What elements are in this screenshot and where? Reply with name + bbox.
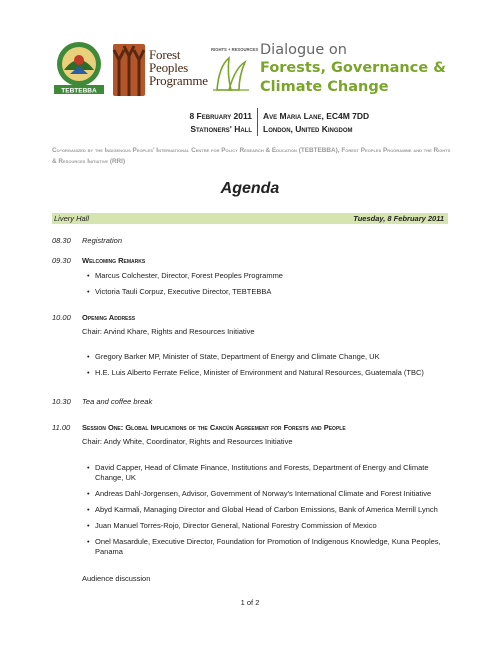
bullet-icon: • [87, 287, 90, 296]
speaker: Andreas Dahl-Jorgensen, Advisor, Government of Norway's International Climate and Forest Initiative [95, 489, 432, 498]
bullet-icon: • [87, 537, 90, 546]
item-time: 08.30 [52, 236, 71, 245]
item-chair: Chair: Arvind Khare, Rights and Resources Initiative [82, 327, 255, 336]
speaker: Juan Manuel Torres-Rojo, Director General, National Forestry Commission of Mexico [95, 521, 377, 530]
day-label: Tuesday, 8 February 2011 [353, 214, 444, 223]
rri-label: RIGHTS + RESOURCES [211, 47, 259, 52]
tebtebba-label: TEBTEBBA [61, 87, 97, 95]
title-line3: Climate Change [260, 79, 389, 95]
item-title: Tea and coffee break [82, 397, 153, 406]
speaker: Marcus Colchester, Director, Forest Peoples Programme [95, 271, 283, 280]
fpp-logo [111, 42, 208, 98]
date-venue [150, 110, 252, 136]
divider [257, 108, 258, 136]
fpp-line1: Forest [149, 47, 181, 62]
address [263, 110, 369, 136]
location-label: Livery Hall [54, 214, 90, 223]
item-title: Registration [82, 236, 123, 245]
page-number: 1 of 2 [240, 598, 260, 607]
speaker: Victoria Tauli Corpuz, Executive Director, TEBTEBBA [95, 287, 272, 296]
item-title: Opening Address [82, 313, 136, 322]
fpp-line3: Programme [149, 73, 208, 88]
speaker: H.E. Luis Alberto Ferrate Felice, Minister of Environment and Natural Resources, Guatemala (TBC) [95, 368, 424, 377]
agenda-title: Agenda [220, 180, 280, 197]
bullet-icon: • [87, 271, 90, 280]
bullet-icon: • [87, 463, 90, 472]
item-time: 11.00 [52, 423, 71, 432]
bullet-icon: • [87, 521, 90, 530]
tree-icon [111, 42, 147, 98]
bullet-icon: • [87, 352, 90, 361]
title-line2: Forests, Governance & [260, 60, 446, 76]
bullet-icon: • [87, 505, 90, 514]
event-title [260, 42, 446, 97]
item-title: Welcoming Remarks [82, 256, 146, 265]
address-line2: London, United Kingdom [263, 124, 353, 134]
item-time: 10.30 [52, 397, 71, 406]
event-date: 8 February 2011 [189, 111, 252, 121]
event-venue: Stationers' Hall [190, 124, 252, 134]
title-line1: Dialogue on [260, 42, 347, 58]
item-time: 10.00 [52, 313, 71, 322]
coorganizers-note: Co-organized by the Indigenous Peoples' International Centre for Policy Research & Education (TEBTEBBA), Forest Peoples Programme and the Rights & Resources Initiative (RRI) [52, 147, 451, 165]
speaker: David Capper, Head of Climate Finance, Institutions and Forests, Department of Energy and Climate Change, UK [95, 463, 429, 482]
item-title: Session One: Global Implications of the Cancún Agreement for Forests and People [82, 423, 346, 432]
item-time: 09.30 [52, 256, 71, 265]
item-chair: Chair: Andy White, Coordinator, Rights and Resources Initiative [82, 437, 293, 446]
rri-logo [209, 44, 259, 96]
bullet-icon: • [87, 368, 90, 377]
bullet-icon: • [87, 489, 90, 498]
speaker: Abyd Karmali, Managing Director and Global Head of Carbon Emissions, Bank of America Merrill Lynch [95, 505, 438, 514]
speaker: Onel Masardule, Executive Director, Foundation for Promotion of Indigenous Knowledge, Kuna Peoples, Panama [95, 537, 441, 556]
speaker: Gregory Barker MP, Minister of State, Department of Energy and Climate Change, UK [95, 352, 380, 361]
session-bar [52, 213, 448, 224]
tebtebba-logo [52, 40, 106, 96]
address-line1: Ave Maria Lane, EC4M 7DD [263, 111, 370, 121]
fpp-line2: Peoples [149, 60, 189, 75]
audience-discussion: Audience discussion [82, 574, 151, 583]
